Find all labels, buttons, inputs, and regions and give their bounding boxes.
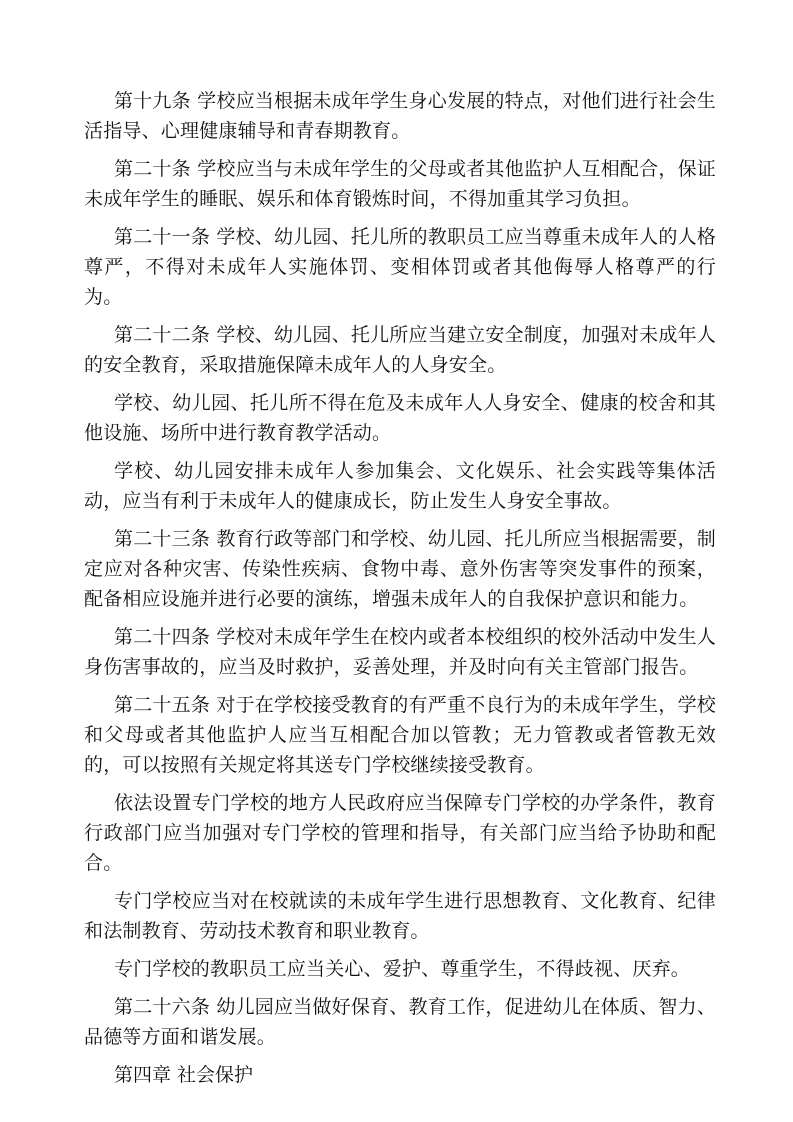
paragraph-article-25-clause-4: 专门学校的教职员工应当关心、爱护、尊重学生，不得歧视、厌弃。: [114, 958, 691, 980]
paragraph-article-22-clause-3: 学校、幼儿园安排未成年人参加集会、文化娱乐、社会实践等集体活动，应当有利于未成年人的健康成长，防止发生人身安全事故。: [84, 460, 716, 512]
paragraph-article-21: 第二十一条 学校、幼儿园、托儿所的教职员工应当尊重未成年人的人格尊严，不得对未成年人实施体罚、变相体罚或者其他侮辱人格尊严的行为。: [84, 226, 716, 308]
document-page: [84, 86, 716, 1090]
paragraph-article-25-clause-3: 专门学校应当对在校就读的未成年学生进行思想教育、文化教育、纪律和法制教育、劳动技术教育和职业教育。: [84, 890, 716, 942]
paragraph-article-22: 第二十二条 学校、幼儿园、托儿所应当建立安全制度，加强对未成年人的安全教育，采取措施保障未成年人的人身安全。: [84, 324, 716, 376]
paragraph-article-19: 第十九条 学校应当根据未成年学生身心发展的特点，对他们进行社会生活指导、心理健康辅导和青春期教育。: [84, 90, 716, 142]
paragraph-article-25: 第二十五条 对于在学校接受教育的有严重不良行为的未成年学生，学校和父母或者其他监护人应当互相配合加以管教；无力管教或者管教无效的，可以按照有关规定将其送专门学校继续接受教育。: [84, 694, 716, 776]
paragraph-article-22-clause-2: 学校、幼儿园、托儿所不得在危及未成年人人身安全、健康的校舍和其他设施、场所中进行教育教学活动。: [84, 392, 716, 444]
paragraph-article-23: 第二十三条 教育行政等部门和学校、幼儿园、托儿所应当根据需要，制定应对各种灾害、传染性疾病、食物中毒、意外伤害等突发事件的预案，配备相应设施并进行必要的演练，增强未成年人的自我保护意识和能力。: [84, 528, 716, 610]
chapter-heading: 第四章 社会保护: [114, 1064, 254, 1086]
paragraph-article-20: 第二十条 学校应当与未成年学生的父母或者其他监护人互相配合，保证未成年学生的睡眠、娱乐和体育锻炼时间，不得加重其学习负担。: [84, 158, 716, 210]
paragraph-article-25-clause-2: 依法设置专门学校的地方人民政府应当保障专门学校的办学条件，教育行政部门应当加强对专门学校的管理和指导，有关部门应当给予协助和配合。: [84, 792, 716, 874]
paragraph-article-24: 第二十四条 学校对未成年学生在校内或者本校组织的校外活动中发生人身伤害事故的，应当及时救护，妥善处理，并及时向有关主管部门报告。: [84, 626, 716, 678]
paragraph-article-26: 第二十六条 幼儿园应当做好保育、教育工作，促进幼儿在体质、智力、品德等方面和谐发展。: [84, 996, 716, 1048]
